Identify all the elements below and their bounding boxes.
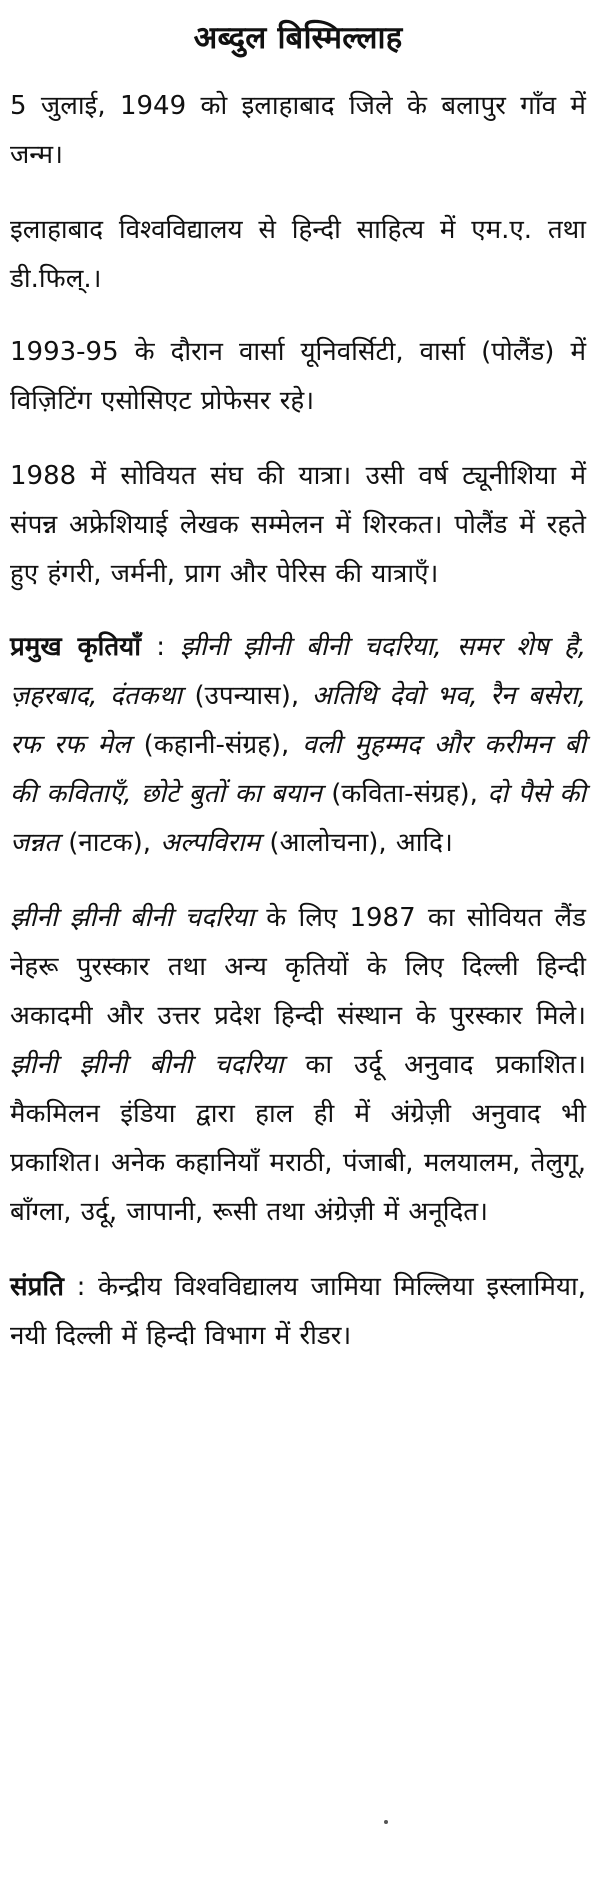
birth-paragraph: 5 जुलाई, 1949 को इलाहाबाद जिले के बलापुर गाँव में जन्म।: [10, 91, 586, 170]
scan-speck: [384, 1820, 388, 1824]
translations-text: का उर्दू अनुवाद प्रकाशित। मैकमिलन इंडिया द्वारा हाल ही में अंग्रेज़ी अनुवाद भी प्रकाशित। अनेक कहानियाँ मराठी, पंजाबी, मलयालम, तेलुगू, बाँग्ला, उर्दू, जापानी, रूसी तथा अंग्रेज़ी में अनूदित।: [10, 1050, 586, 1227]
criticism-genre: (आलोचना), आदि।: [260, 828, 453, 858]
awards-paragraph: [10, 894, 586, 1237]
author-name-heading: अब्दुल बिस्मिल्लाह: [193, 20, 403, 56]
visiting-professor-paragraph: 1993-95 के दौरान वार्सा यूनिवर्सिटी, वार्सा (पोलैंड) में विज़िटिंग एसोसिएट प्रोफेसर रहे।: [10, 337, 586, 416]
travel-paragraph: 1988 में सोवियत संघ की यात्रा। उसी वर्ष ट्यूनीशिया में संपन्न अफ्रेशियाई लेखक सम्मेलन में शिरकत। पोलैंड में रहते हुए हंगरी, जर्मनी, प्राग और पेरिस की यात्राएँ।: [10, 461, 586, 589]
poetry-collection-titles: वली मुहम्मद और करीमन बी की कविताएँ, छोटे बुतों का बयान: [10, 730, 586, 809]
criticism-title: अल्पविराम: [160, 828, 261, 858]
novel-titles: झीनी झीनी बीनी चदरिया, समर शेष है, ज़हरबाद, दंतकथा: [10, 632, 586, 711]
story-collection-genre: (कहानी-संग्रह),: [130, 730, 303, 760]
current-position-text: केन्द्रीय विश्वविद्यालय जामिया मिल्लिया इस्लामिया, नयी दिल्ली में हिन्दी विभाग में रीडर।: [10, 1272, 586, 1351]
current-position-label: संप्रति: [10, 1272, 64, 1302]
play-genre: (नाटक),: [58, 828, 161, 858]
story-collection-titles: अतिथि देवो भव, रैन बसेरा, रफ रफ मेल: [10, 681, 586, 760]
play-title: दो पैसे की जन्नत: [10, 779, 586, 858]
current-position-paragraph: [10, 1263, 586, 1361]
education-paragraph: इलाहाबाद विश्वविद्यालय से हिन्दी साहित्य में एम.ए. तथा डी.फिल्.।: [10, 215, 586, 294]
awards-text: के लिए 1987 का सोवियत लैंड नेहरू पुरस्कार तथा अन्य कृतियों के लिए दिल्ली हिन्दी अकादमी और उत्तर प्रदेश हिन्दी संस्थान के पुरस्कार मिले।: [10, 903, 586, 1031]
awarded-novel-title: झीनी झीनी बीनी चदरिया: [10, 903, 255, 933]
major-works-separator: :: [141, 632, 181, 662]
translated-novel-title: झीनी झीनी बीनी चदरिया: [10, 1050, 284, 1080]
major-works-label: प्रमुख कृतियाँ: [10, 632, 141, 662]
major-works-paragraph: [10, 623, 586, 868]
novel-genre: (उपन्यास),: [181, 681, 312, 711]
poetry-collection-genre: (कविता-संग्रह),: [321, 779, 488, 809]
current-position-separator: :: [63, 1272, 99, 1302]
